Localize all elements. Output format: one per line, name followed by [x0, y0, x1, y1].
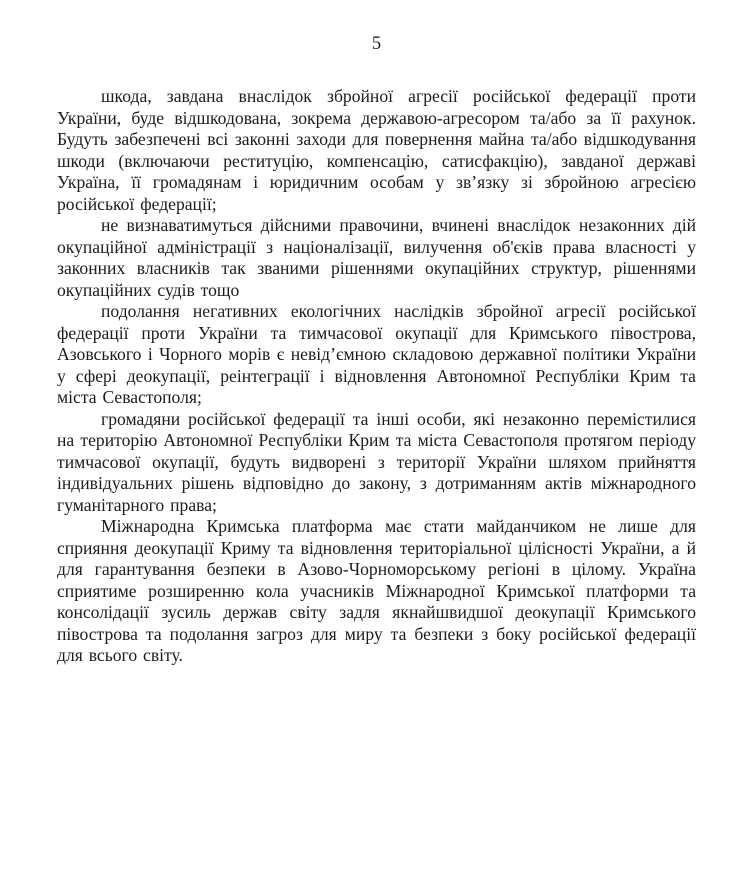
paragraph: шкода, завдана внаслідок збройної агресії російської федерації проти України, буде відшкодована, зокрема державою-агресором та/або за її рахунок. Будуть забезпечені всі законні заходи для повернення майна та/або відшкодування шкоди (включаючи реституцію, компенсацію, сатисфакцію), завданої державі Україна, її громадянам і юридичним особам у зв’язку зі збройною агресією російської федерації;: [57, 86, 696, 214]
paragraph: подолання негативних екологічних наслідків збройної агресії російської федерації проти України та тимчасової окупації для Кримського півострова, Азовського і Чорного морів є невід’ємною складовою державної політики України у сфері деокупації, реінтеграції і відновлення Автономної Республіки Крим та міста Севастополя;: [57, 301, 696, 407]
paragraph: Міжнародна Кримська платформа має стати майданчиком не лише для сприяння деокупації Криму та відновлення територіальної цілісності України, а й для гарантування безпеки в Азово-Чорноморському регіоні в цілому. Україна сприятиме розширенню кола учасників Міжнародної Кримської платформи та консолідації зусиль держав світу задля якнайшвидшої деокупації Кримського півострова та подолання загроз для миру та безпеки з боку російської федерації для всього світу.: [57, 516, 696, 665]
page-number: 5: [371, 34, 382, 54]
document-body: [57, 86, 696, 667]
paragraph: громадяни російської федерації та інші особи, які незаконно перемістилися на територію Автономної Республіки Крим та міста Севастополя протягом періоду тимчасової окупації, будуть видворені з території України шляхом прийняття індивідуальних рішень відповідно до закону, з дотриманням актів міжнародного гуманітарного права;: [57, 408, 696, 515]
paragraph: не визнаватимуться дійсними правочини, вчинені внаслідок незаконних дій окупаційної адміністрації з націоналізації, вилучення об'єків права власності у законних власників так званими рішеннями окупаційних структур, рішеннями окупаційних судів тощо: [57, 215, 696, 300]
